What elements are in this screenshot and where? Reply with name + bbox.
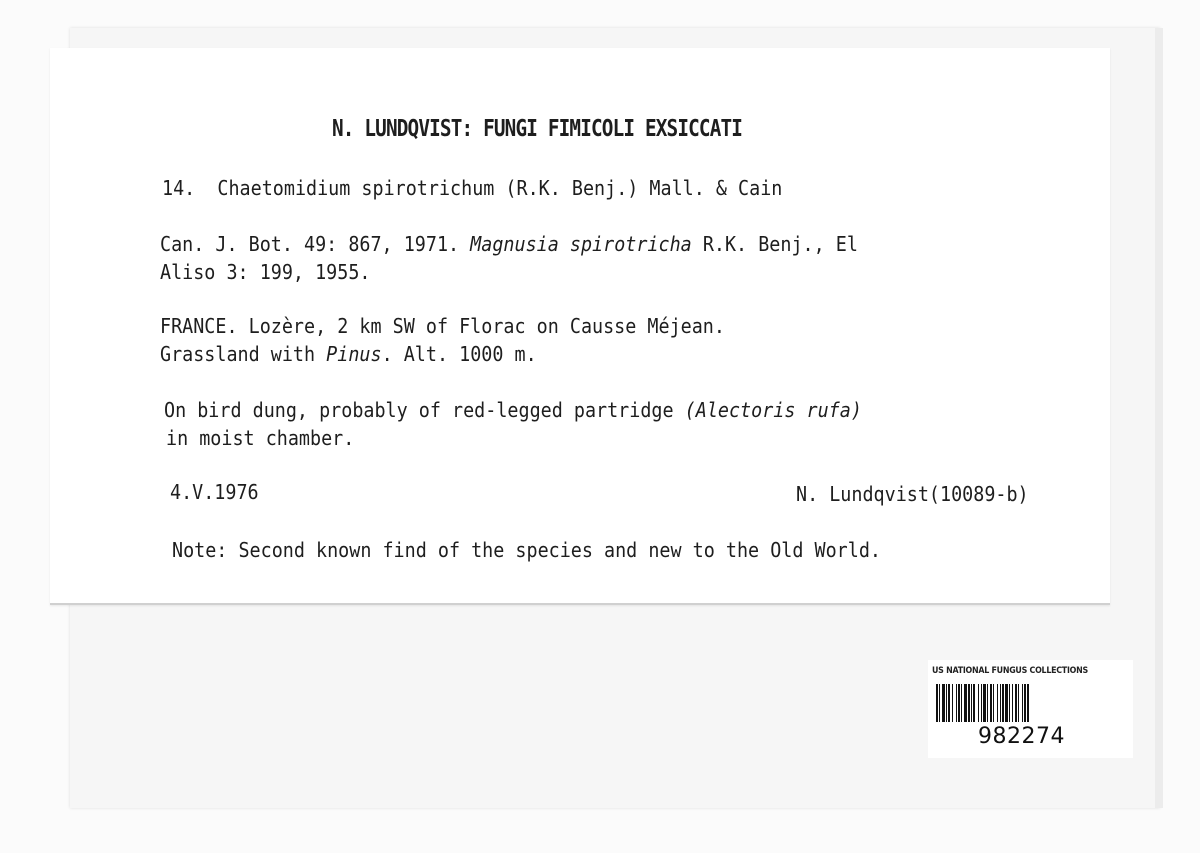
label-title: N. LUNDQVIST: FUNGI FIMICOLI EXSICCATI	[332, 116, 743, 142]
specimen-label	[50, 48, 1110, 605]
collector-number: N. Lundqvist(10089-b)	[796, 482, 1029, 506]
host-species: (Alectoris rufa)	[684, 398, 862, 422]
show-through-text	[185, 660, 197, 684]
label-note: Note: Second known find of the species and new to the Old World.	[172, 538, 881, 562]
exsiccata-number: 14.	[162, 176, 196, 200]
collection-date: 4.V.1976	[170, 480, 259, 504]
citation-line-1: Can. J. Bot. 49: 867, 1971. Magnusia spirotricha R.K. Benj., El	[160, 232, 858, 256]
locality-line-1: FRANCE. Lozère, 2 km SW of Florac on Causse Méjean.	[160, 314, 725, 338]
locality-line-2: Grassland with Pinus. Alt. 1000 m.	[160, 342, 537, 366]
taxon-line	[162, 176, 782, 200]
substrate-line-1: On bird dung, probably of red-legged partridge (Alectoris rufa)	[164, 398, 862, 422]
synonym-name: Magnusia spirotricha	[470, 232, 692, 256]
barcode-label	[928, 660, 1133, 758]
habitat-genus: Pinus	[326, 342, 382, 366]
citation-line-2: Aliso 3: 199, 1955.	[160, 260, 371, 284]
substrate-line-2: in moist chamber.	[166, 426, 355, 450]
barcode-header: US NATIONAL FUNGUS COLLECTIONS	[932, 666, 1088, 676]
barcode-icon	[936, 684, 1116, 722]
sheet-edge	[1155, 28, 1163, 808]
taxon-name: Chaetomidium spirotrichum (R.K. Benj.) Mall. & Cain	[217, 176, 783, 200]
barcode-number: 982274	[978, 724, 1065, 749]
